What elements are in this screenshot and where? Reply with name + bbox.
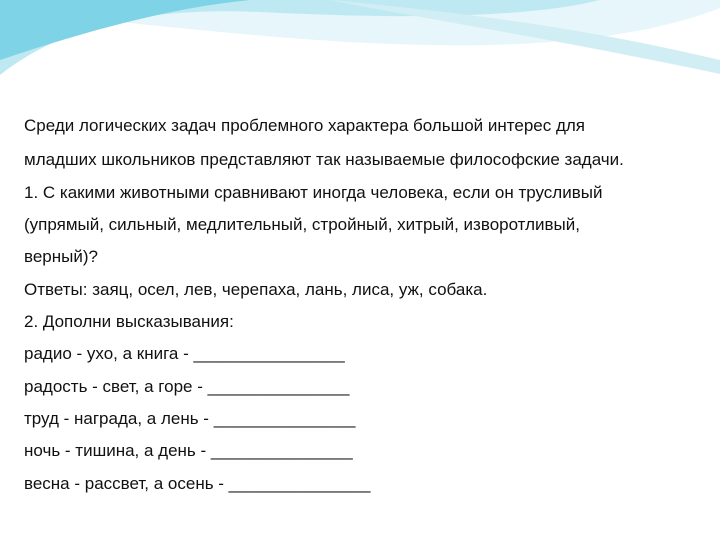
decorative-wave-header: [0, 0, 720, 110]
analogy-item-5: весна - рассвет, а осень - _______________: [24, 474, 371, 493]
answers-line: Ответы: заяц, осел, лев, черепаха, лань, лиса, уж, собака.: [24, 280, 488, 299]
question-1-line-2: (упрямый, сильный, медлительный, стройный, хитрый, изворотливый,: [24, 215, 580, 234]
analogy-item-1: радио - ухо, а книга - ________________: [24, 344, 345, 363]
paragraph-line-1: Среди логических задач проблемного характера большой интерес для: [24, 116, 586, 135]
question-1-line-1: 1. С какими животными сравнивают иногда человека, если он трусливый: [24, 183, 603, 202]
question-1-line-3: верный)?: [24, 247, 98, 266]
paragraph-line-2: младших школьников представляют так называемые философские задачи.: [24, 150, 624, 169]
question-2-heading: 2. Дополни высказывания:: [24, 312, 234, 331]
analogy-item-2: радость - свет, а горе - _______________: [24, 377, 350, 396]
analogy-item-3: труд - награда, а лень - _______________: [24, 409, 356, 428]
analogy-item-4: ночь - тишина, а день - _______________: [24, 441, 353, 460]
